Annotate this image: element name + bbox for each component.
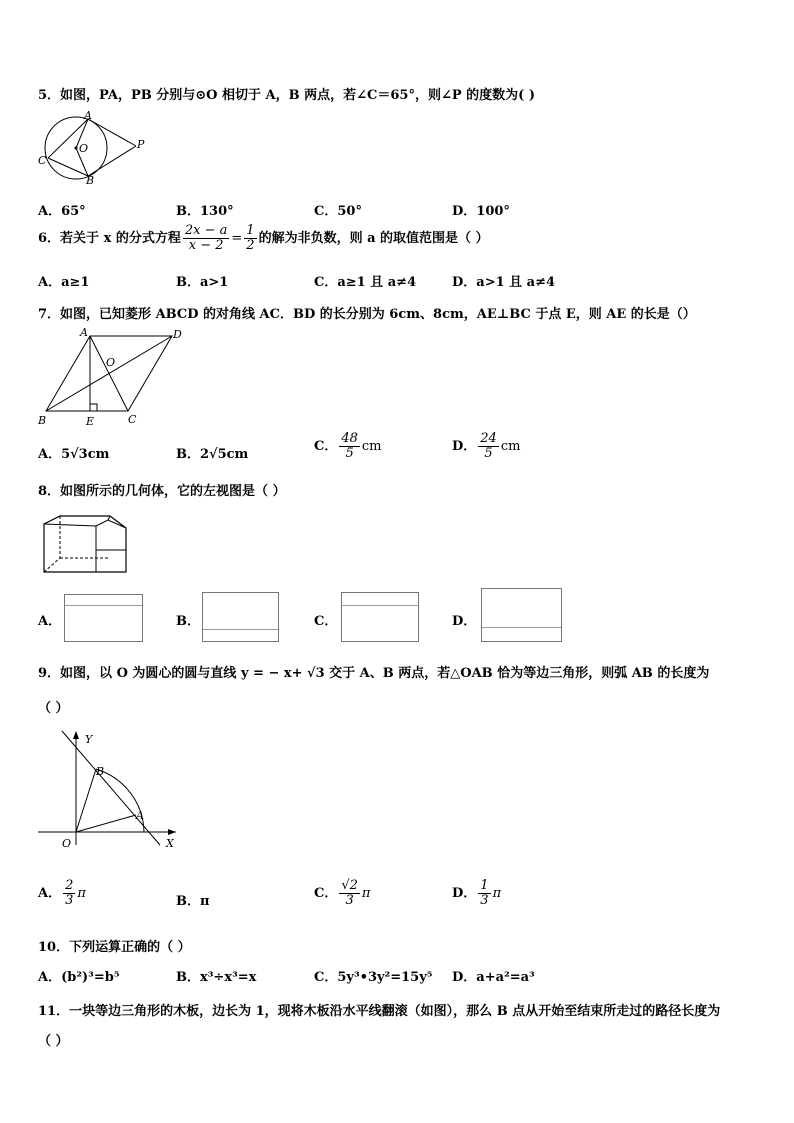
q5-option-c[interactable]: C．50° (314, 204, 362, 219)
q6-option-b[interactable]: B．a>1 (176, 275, 229, 290)
q9-label-O: O (62, 837, 72, 850)
q5-label-O: O (79, 142, 89, 155)
q5-label-A: A (84, 109, 92, 122)
q5-label-C: C (38, 154, 47, 167)
q7-label-B: B (38, 414, 47, 427)
q9-option-d[interactable]: D． $\frac{1}{3}$ π (452, 878, 502, 908)
q6-fraction-1: $\frac{2x - a}{x - 2}$ (184, 223, 228, 253)
q10-stem: 10．下列运算正确的（ ） (38, 940, 191, 955)
q6-stem: 6．若关于 x 的分式方程 $\frac{2x - a}{x - 2}$ = $\frac{1}{2}$ 的解为非负数，则 a 的取值范围是（ ） (38, 223, 489, 253)
q9-paren: （ ） (38, 701, 69, 716)
q7-label-E: E (86, 415, 95, 428)
q6-option-d[interactable]: D．a>1 且 a≠4 (452, 275, 556, 290)
q7-label-D: D (173, 328, 182, 341)
q9-label-B: B (96, 765, 105, 778)
q8-option-c[interactable]: C． (314, 614, 338, 629)
q5-stem: 5．如图，PA，PB 分别与⊙O 相切于 A，B 两点，若∠C＝65°，则∠P 的度数为( ) (38, 88, 535, 103)
q11-stem: 11．一块等边三角形的木板，边长为 1，现将木板沿水平线翻滚（如图），那么 B 点从开始至结束所走过的路径长度为 (38, 1004, 721, 1019)
q6-fraction-2: $\frac{1}{2}$ (246, 223, 255, 253)
q7-option-d[interactable]: D． $\frac{24}{5}$ cm (452, 431, 521, 461)
q7-label-C: C (128, 413, 137, 426)
q9-figure (36, 727, 186, 852)
q9-stem: 9．如图，以 O 为圆心的圆与直线 y = − x+ √3 交于 A、B 两点，若△OAB 恰为等边三角形，则弧 AB 的长度为 (38, 666, 710, 681)
q7-label-A: A (80, 326, 88, 339)
q11-paren: （ ） (38, 1034, 69, 1049)
q5-figure (36, 109, 146, 187)
q8-option-d[interactable]: D． (452, 614, 477, 629)
q10-option-b[interactable]: B．x³÷x³=x (176, 970, 257, 985)
q9-label-X: X (166, 837, 174, 850)
q5-label-B: B (86, 174, 95, 187)
q9-label-Y: Y (85, 733, 93, 746)
q7-option-b[interactable]: B．2√5cm (176, 447, 249, 462)
q10-option-a[interactable]: A．(b²)³=b⁵ (38, 970, 120, 985)
q7-stem: 7．如图，已知菱形 ABCD 的对角线 AC．BD 的长分别为 6cm、8cm，AE⊥BC 于点 E，则 AE 的长是（） (38, 307, 696, 322)
q7-label-O: O (106, 356, 116, 369)
q5-option-a[interactable]: A．65° (38, 204, 86, 219)
q8-solid-figure (40, 512, 130, 576)
q8-option-b-view[interactable] (202, 592, 279, 642)
q7-option-a[interactable]: A．5√3cm (38, 447, 110, 462)
q6-option-c[interactable]: C．a≥1 且 a≠4 (314, 275, 417, 290)
q8-option-a-view[interactable] (64, 594, 143, 642)
q8-option-b[interactable]: B． (176, 614, 200, 629)
q7-option-c[interactable]: C． $\frac{48}{5}$ cm (314, 431, 382, 461)
q10-option-d[interactable]: D．a+a²=a³ (452, 970, 535, 985)
q9-option-c[interactable]: C． $\frac{√2}{3}$ π (314, 878, 371, 908)
q5-option-d[interactable]: D．100° (452, 204, 510, 219)
q8-option-c-view[interactable] (341, 592, 419, 642)
q7-figure (36, 326, 186, 430)
q6-option-a[interactable]: A．a≥1 (38, 275, 90, 290)
q9-option-b[interactable]: B．π (176, 894, 210, 909)
q10-option-c[interactable]: C．5y³•3y²=15y⁵ (314, 970, 433, 985)
q8-option-a[interactable]: A． (38, 614, 62, 629)
q9-option-a[interactable]: A． $\frac{2}{3}$ π (38, 878, 86, 908)
q8-option-d-view[interactable] (481, 588, 562, 642)
q8-stem: 8．如图所示的几何体，它的左视图是（ ） (38, 484, 286, 499)
q5-option-b[interactable]: B．130° (176, 204, 234, 219)
q9-label-A: A (136, 809, 144, 822)
q5-label-P: P (137, 138, 145, 151)
